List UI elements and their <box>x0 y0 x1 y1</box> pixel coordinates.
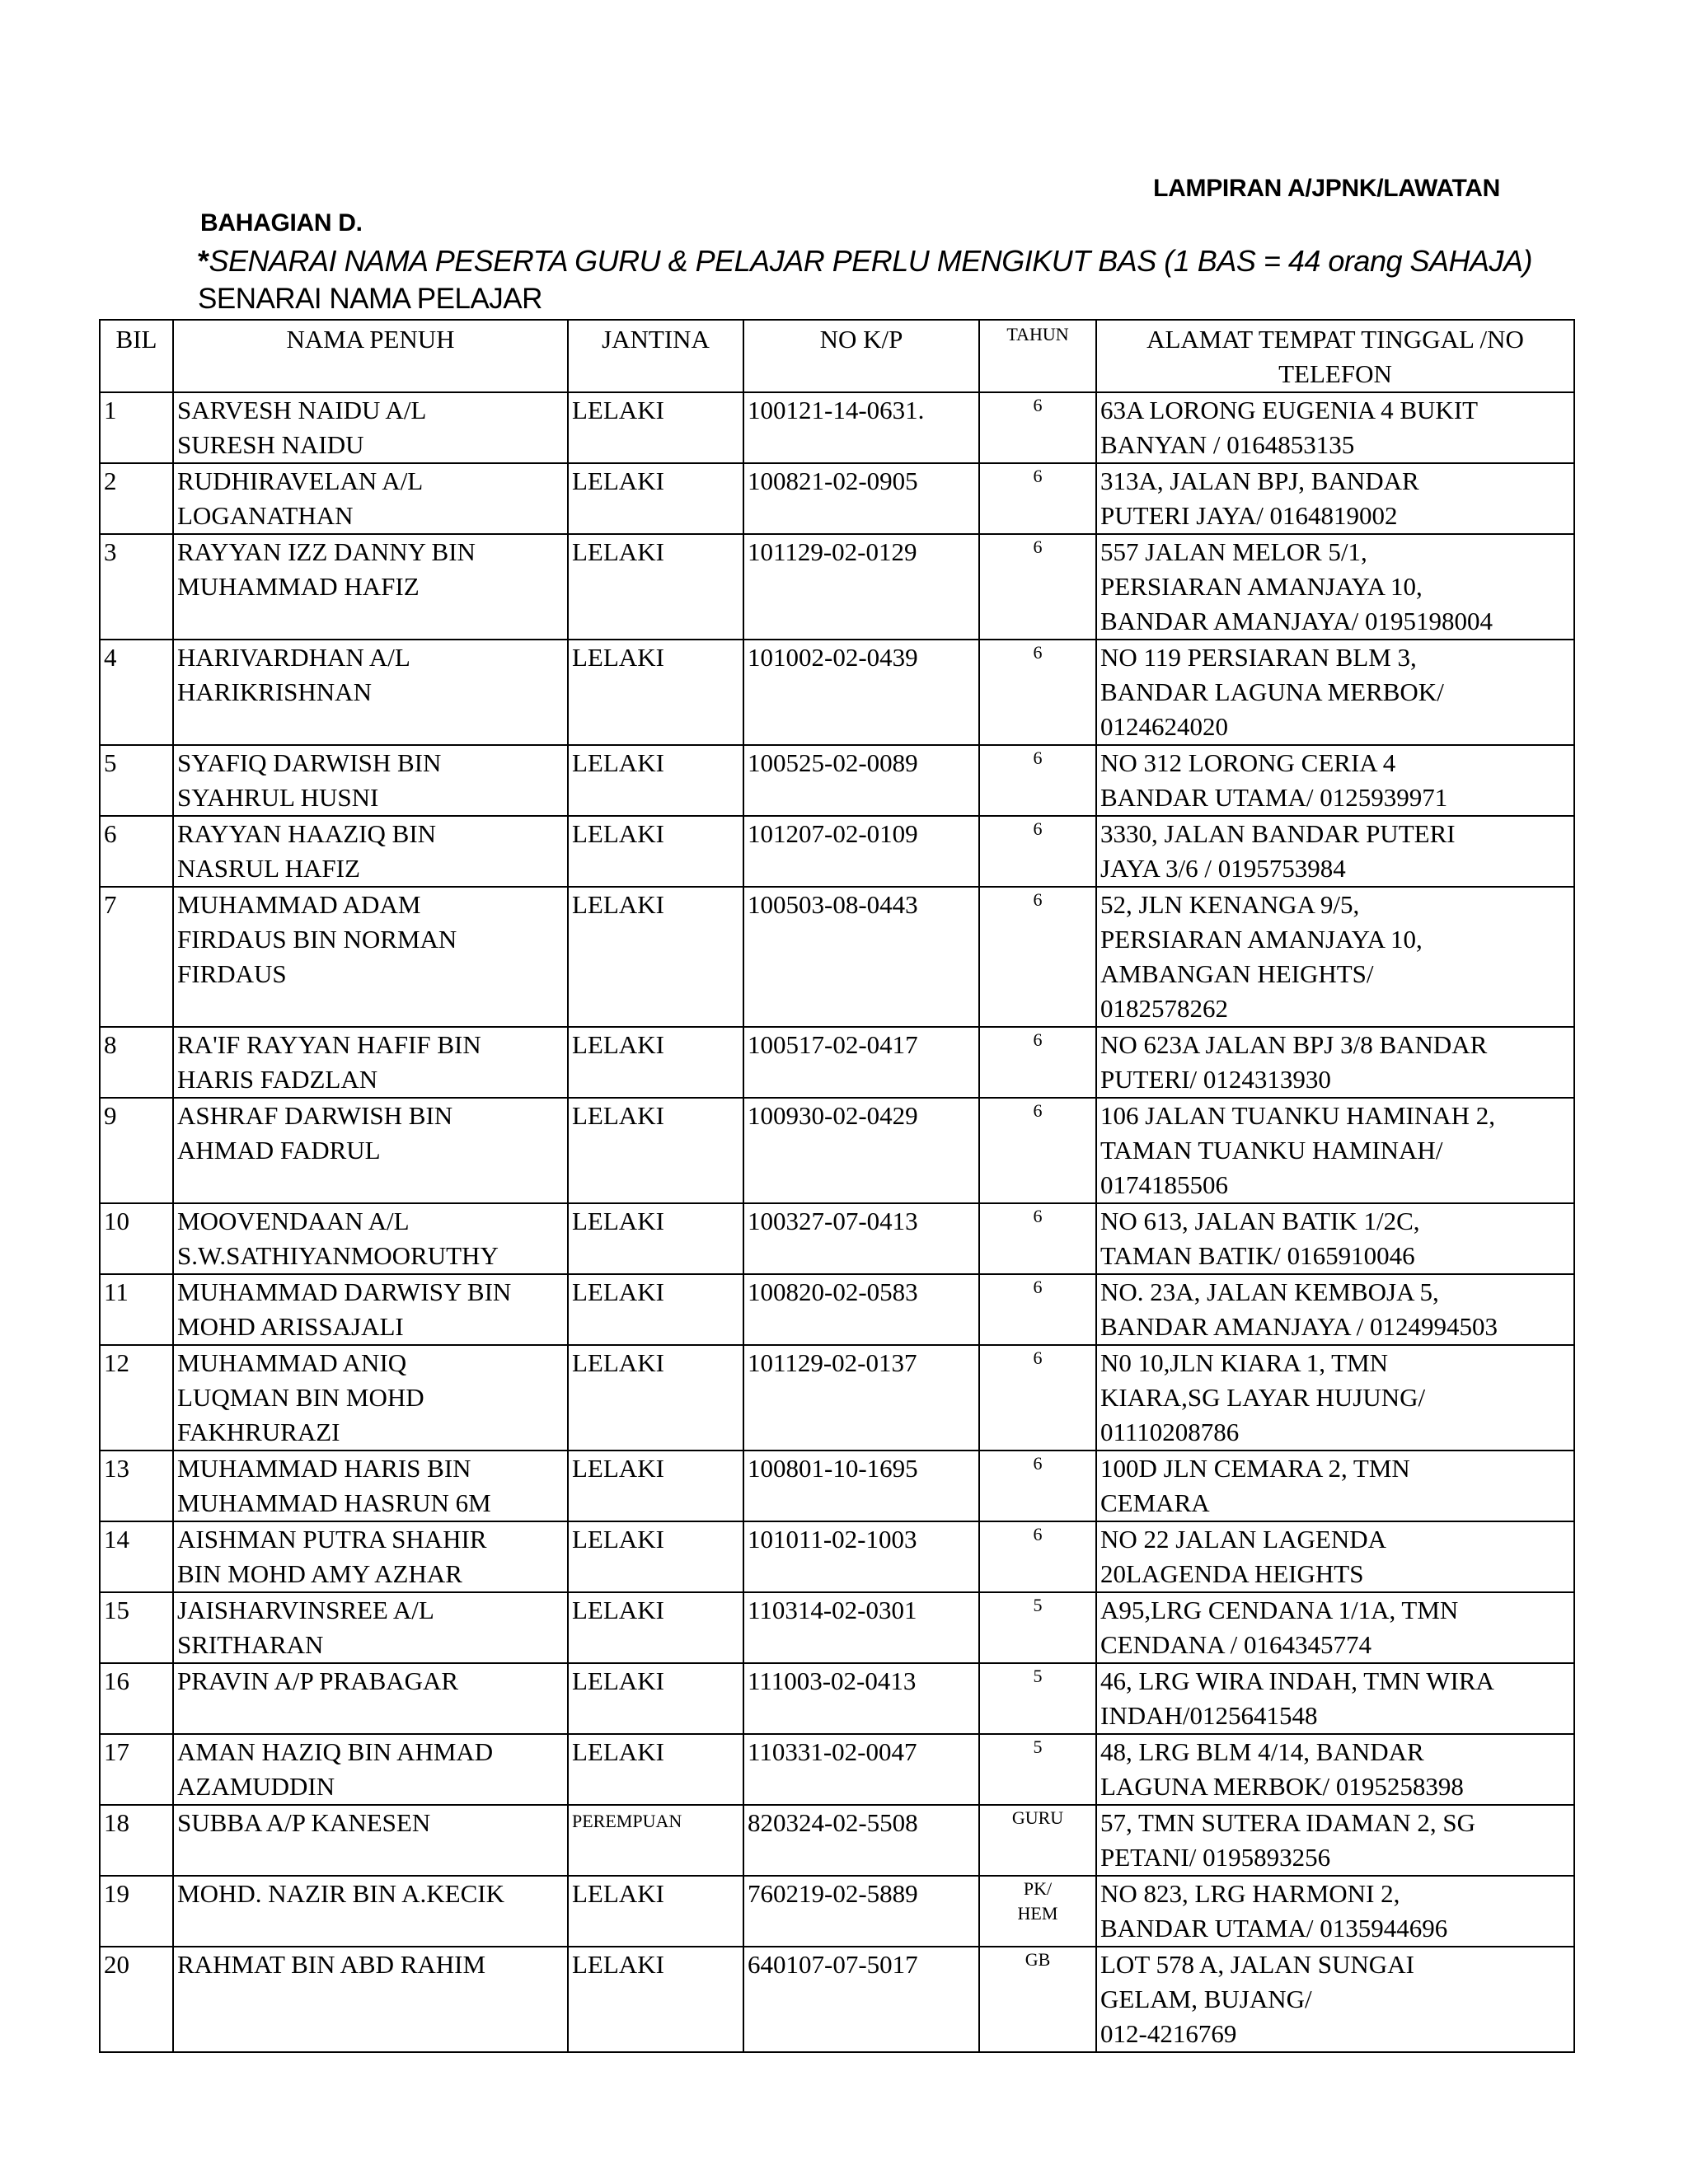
lampiran-reference: LAMPIRAN A/JPNK/LAWATAN <box>1153 175 1500 202</box>
cell-bil: 20 <box>100 1947 173 2052</box>
cell-jantina: LELAKI <box>568 816 743 887</box>
table-row <box>100 745 1574 816</box>
table-row <box>100 1734 1574 1805</box>
cell-jantina: LELAKI <box>568 1876 743 1947</box>
cell-nama: JAISHARVINSREE A/L SRITHARAN <box>173 1592 568 1663</box>
column-header-jantina: JANTINA <box>568 320 743 392</box>
cell-nama: MUHAMMAD HARIS BIN MUHAMMAD HASRUN 6M <box>173 1451 568 1521</box>
cell-nokp: 100327-07-0413 <box>743 1203 979 1274</box>
cell-nokp: 100820-02-0583 <box>743 1274 979 1345</box>
table-row <box>100 463 1574 534</box>
cell-jantina: LELAKI <box>568 1521 743 1592</box>
cell-bil: 14 <box>100 1521 173 1592</box>
cell-alamat: 557 JALAN MELOR 5/1, PERSIARAN AMANJAYA 10, BANDAR AMANJAYA/ 0195198004 <box>1096 534 1574 640</box>
cell-tahun: 6 <box>979 1027 1096 1098</box>
cell-tahun: 5 <box>979 1592 1096 1663</box>
column-header-nokp: NO K/P <box>743 320 979 392</box>
cell-tahun: 6 <box>979 1521 1096 1592</box>
cell-tahun: 6 <box>979 392 1096 463</box>
cell-jantina: LELAKI <box>568 1027 743 1098</box>
cell-alamat: 313A, JALAN BPJ, BANDAR PUTERI JAYA/ 0164819002 <box>1096 463 1574 534</box>
cell-bil: 1 <box>100 392 173 463</box>
table-row <box>100 1876 1574 1947</box>
table-row <box>100 640 1574 745</box>
cell-tahun: 6 <box>979 1098 1096 1203</box>
cell-tahun: 6 <box>979 534 1096 640</box>
cell-nama: AISHMAN PUTRA SHAHIR BIN MOHD AMY AZHAR <box>173 1521 568 1592</box>
student-list-title: SENARAI NAMA PELAJAR <box>198 283 542 315</box>
cell-bil: 17 <box>100 1734 173 1805</box>
table-row <box>100 816 1574 887</box>
cell-alamat: NO. 23A, JALAN KEMBOJA 5, BANDAR AMANJAYA / 0124994503 <box>1096 1274 1574 1345</box>
table-row <box>100 1451 1574 1521</box>
cell-alamat: NO 623A JALAN BPJ 3/8 BANDAR PUTERI/ 0124313930 <box>1096 1027 1574 1098</box>
cell-tahun: GB <box>979 1947 1096 2052</box>
cell-jantina: LELAKI <box>568 1203 743 1274</box>
cell-tahun: 6 <box>979 887 1096 1027</box>
cell-nokp: 100503-08-0443 <box>743 887 979 1027</box>
cell-bil: 16 <box>100 1663 173 1734</box>
table-row <box>100 1947 1574 2052</box>
cell-tahun: PK/ HEM <box>979 1876 1096 1947</box>
cell-nama: AMAN HAZIQ BIN AHMAD AZAMUDDIN <box>173 1734 568 1805</box>
cell-nama: PRAVIN A/P PRABAGAR <box>173 1663 568 1734</box>
cell-jantina: LELAKI <box>568 1451 743 1521</box>
participant-list-title-text: SENARAI NAMA PESERTA GURU & PELAJAR PERLU MENGIKUT BAS (1 BAS = 44 orang SAHAJA) <box>209 244 1533 278</box>
asterisk-mark: * <box>198 244 209 278</box>
cell-jantina: LELAKI <box>568 1274 743 1345</box>
table-row <box>100 887 1574 1027</box>
cell-nokp: 760219-02-5889 <box>743 1876 979 1947</box>
cell-nama: RA'IF RAYYAN HAFIF BIN HARIS FADZLAN <box>173 1027 568 1098</box>
cell-tahun: 6 <box>979 1451 1096 1521</box>
cell-nama: SYAFIQ DARWISH BIN SYAHRUL HUSNI <box>173 745 568 816</box>
cell-jantina: PEREMPUAN <box>568 1805 743 1876</box>
cell-jantina: LELAKI <box>568 1734 743 1805</box>
section-heading: BAHAGIAN D. <box>200 209 363 237</box>
cell-tahun: 6 <box>979 816 1096 887</box>
column-header-bil: BIL <box>100 320 173 392</box>
cell-nokp: 101129-02-0129 <box>743 534 979 640</box>
cell-alamat: NO 22 JALAN LAGENDA 20LAGENDA HEIGHTS <box>1096 1521 1574 1592</box>
cell-bil: 10 <box>100 1203 173 1274</box>
column-header-tahun: TAHUN <box>979 320 1096 392</box>
cell-bil: 3 <box>100 534 173 640</box>
cell-tahun: 6 <box>979 1203 1096 1274</box>
cell-bil: 6 <box>100 816 173 887</box>
cell-nokp: 640107-07-5017 <box>743 1947 979 2052</box>
cell-nokp: 820324-02-5508 <box>743 1805 979 1876</box>
cell-jantina: LELAKI <box>568 745 743 816</box>
cell-bil: 2 <box>100 463 173 534</box>
cell-alamat: 3330, JALAN BANDAR PUTERI JAYA 3/6 / 0195753984 <box>1096 816 1574 887</box>
table-row <box>100 1592 1574 1663</box>
participants-table <box>99 319 1575 2053</box>
cell-nama: SUBBA A/P KANESEN <box>173 1805 568 1876</box>
cell-bil: 15 <box>100 1592 173 1663</box>
cell-tahun: 6 <box>979 1345 1096 1451</box>
participant-list-title <box>198 244 1532 279</box>
cell-jantina: LELAKI <box>568 392 743 463</box>
cell-nama: RUDHIRAVELAN A/L LOGANATHAN <box>173 463 568 534</box>
table-row <box>100 1663 1574 1734</box>
cell-jantina: LELAKI <box>568 463 743 534</box>
cell-nama: HARIVARDHAN A/L HARIKRISHNAN <box>173 640 568 745</box>
cell-jantina: LELAKI <box>568 534 743 640</box>
table-row <box>100 1521 1574 1592</box>
column-header-alamat: ALAMAT TEMPAT TINGGAL /NO TELEFON <box>1096 320 1574 392</box>
cell-bil: 12 <box>100 1345 173 1451</box>
cell-bil: 13 <box>100 1451 173 1521</box>
cell-jantina: LELAKI <box>568 1663 743 1734</box>
table-row <box>100 1805 1574 1876</box>
cell-alamat: 63A LORONG EUGENIA 4 BUKIT BANYAN / 0164853135 <box>1096 392 1574 463</box>
cell-jantina: LELAKI <box>568 1098 743 1203</box>
cell-nama: RAYYAN IZZ DANNY BIN MUHAMMAD HAFIZ <box>173 534 568 640</box>
cell-jantina: LELAKI <box>568 1345 743 1451</box>
cell-alamat: NO 823, LRG HARMONI 2, BANDAR UTAMA/ 0135944696 <box>1096 1876 1574 1947</box>
table-row <box>100 534 1574 640</box>
cell-bil: 7 <box>100 887 173 1027</box>
table-row <box>100 1274 1574 1345</box>
cell-jantina: LELAKI <box>568 640 743 745</box>
cell-nokp: 100930-02-0429 <box>743 1098 979 1203</box>
cell-alamat: NO 312 LORONG CERIA 4 BANDAR UTAMA/ 0125939971 <box>1096 745 1574 816</box>
cell-jantina: LELAKI <box>568 1947 743 2052</box>
cell-bil: 19 <box>100 1876 173 1947</box>
cell-nama: SARVESH NAIDU A/L SURESH NAIDU <box>173 392 568 463</box>
cell-alamat: 57, TMN SUTERA IDAMAN 2, SG PETANI/ 0195893256 <box>1096 1805 1574 1876</box>
cell-nama: MOOVENDAAN A/L S.W.SATHIYANMOORUTHY <box>173 1203 568 1274</box>
cell-alamat: LOT 578 A, JALAN SUNGAI GELAM, BUJANG/ 012-4216769 <box>1096 1947 1574 2052</box>
cell-alamat: 106 JALAN TUANKU HAMINAH 2, TAMAN TUANKU HAMINAH/ 0174185506 <box>1096 1098 1574 1203</box>
cell-bil: 9 <box>100 1098 173 1203</box>
column-header-nama: NAMA PENUH <box>173 320 568 392</box>
table-header-row <box>100 320 1574 392</box>
cell-jantina: LELAKI <box>568 887 743 1027</box>
cell-nama: MUHAMMAD DARWISY BIN MOHD ARISSAJALI <box>173 1274 568 1345</box>
cell-alamat: 48, LRG BLM 4/14, BANDAR LAGUNA MERBOK/ 0195258398 <box>1096 1734 1574 1805</box>
cell-nokp: 100517-02-0417 <box>743 1027 979 1098</box>
cell-alamat: 46, LRG WIRA INDAH, TMN WIRA INDAH/0125641548 <box>1096 1663 1574 1734</box>
cell-alamat: NO 119 PERSIARAN BLM 3, BANDAR LAGUNA MERBOK/ 0124624020 <box>1096 640 1574 745</box>
cell-nokp: 101002-02-0439 <box>743 640 979 745</box>
table-body <box>100 392 1574 2052</box>
table-row <box>100 1098 1574 1203</box>
cell-nama: RAHMAT BIN ABD RAHIM <box>173 1947 568 2052</box>
cell-nokp: 101207-02-0109 <box>743 816 979 887</box>
cell-nama: MOHD. NAZIR BIN A.KECIK <box>173 1876 568 1947</box>
cell-tahun: 5 <box>979 1734 1096 1805</box>
cell-alamat: 52, JLN KENANGA 9/5, PERSIARAN AMANJAYA 10, AMBANGAN HEIGHTS/ 0182578262 <box>1096 887 1574 1027</box>
cell-nokp: 110314-02-0301 <box>743 1592 979 1663</box>
cell-alamat: N0 10,JLN KIARA 1, TMN KIARA,SG LAYAR HUJUNG/ 01110208786 <box>1096 1345 1574 1451</box>
table-row <box>100 1203 1574 1274</box>
cell-bil: 8 <box>100 1027 173 1098</box>
cell-nama: ASHRAF DARWISH BIN AHMAD FADRUL <box>173 1098 568 1203</box>
cell-nokp: 100525-02-0089 <box>743 745 979 816</box>
cell-alamat: NO 613, JALAN BATIK 1/2C, TAMAN BATIK/ 0165910046 <box>1096 1203 1574 1274</box>
cell-nokp: 110331-02-0047 <box>743 1734 979 1805</box>
cell-jantina: LELAKI <box>568 1592 743 1663</box>
cell-nama: RAYYAN HAAZIQ BIN NASRUL HAFIZ <box>173 816 568 887</box>
cell-tahun: 5 <box>979 1663 1096 1734</box>
cell-nama: MUHAMMAD ADAM FIRDAUS BIN NORMAN FIRDAUS <box>173 887 568 1027</box>
cell-tahun: GURU <box>979 1805 1096 1876</box>
table-row <box>100 1345 1574 1451</box>
cell-bil: 18 <box>100 1805 173 1876</box>
cell-alamat: 100D JLN CEMARA 2, TMN CEMARA <box>1096 1451 1574 1521</box>
cell-nokp: 101011-02-1003 <box>743 1521 979 1592</box>
cell-bil: 11 <box>100 1274 173 1345</box>
cell-nokp: 111003-02-0413 <box>743 1663 979 1734</box>
table-row <box>100 392 1574 463</box>
cell-tahun: 6 <box>979 640 1096 745</box>
cell-alamat: A95,LRG CENDANA 1/1A, TMN CENDANA / 0164345774 <box>1096 1592 1574 1663</box>
cell-bil: 5 <box>100 745 173 816</box>
cell-nokp: 101129-02-0137 <box>743 1345 979 1451</box>
cell-nokp: 100821-02-0905 <box>743 463 979 534</box>
table-row <box>100 1027 1574 1098</box>
cell-nama: MUHAMMAD ANIQ LUQMAN BIN MOHD FAKHRURAZI <box>173 1345 568 1451</box>
cell-tahun: 6 <box>979 745 1096 816</box>
cell-tahun: 6 <box>979 1274 1096 1345</box>
cell-nokp: 100801-10-1695 <box>743 1451 979 1521</box>
cell-nokp: 100121-14-0631. <box>743 392 979 463</box>
cell-bil: 4 <box>100 640 173 745</box>
cell-tahun: 6 <box>979 463 1096 534</box>
